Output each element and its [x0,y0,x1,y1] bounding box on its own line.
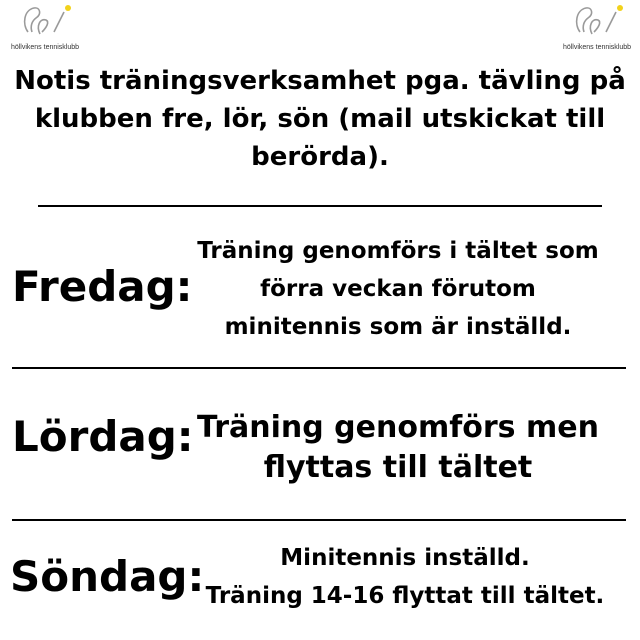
divider [12,367,626,369]
day-label-saturday: Lördag: [12,412,194,461]
day-text-line: minitennis som är inställd. [224,314,572,340]
club-name: höllvikens tennisklubb [10,44,80,51]
club-logo-left [0,2,90,54]
day-text-line: Träning genomförs i tältet som [197,238,599,264]
day-text-line: Träning 14-16 flyttat till tältet. [205,583,605,609]
day-text-saturday [190,408,606,488]
tennis-racket-logo-icon [10,2,80,42]
day-text-line: förra veckan förutom [260,276,536,302]
day-text-line: flyttas till tältet [263,450,533,485]
divider [38,205,602,207]
notice-headline [0,62,640,176]
day-label-sunday: Söndag: [10,552,205,601]
day-text-sunday [190,539,620,615]
day-text-friday [176,232,620,346]
headline-line: klubben fre, lör, sön (mail utskickat till [34,104,606,134]
club-name: höllvikens tennisklubb [562,44,632,51]
day-label-friday: Fredag: [12,262,193,311]
day-text-line: Träning genomförs men [197,410,599,445]
tennis-racket-logo-icon [562,2,632,42]
headline-line: berörda). [251,142,389,172]
club-logo-right [552,2,640,54]
divider [12,519,626,521]
day-text-line: Minitennis inställd. [280,545,530,571]
headline-line: Notis träningsverksamhet pga. tävling på [14,66,626,96]
